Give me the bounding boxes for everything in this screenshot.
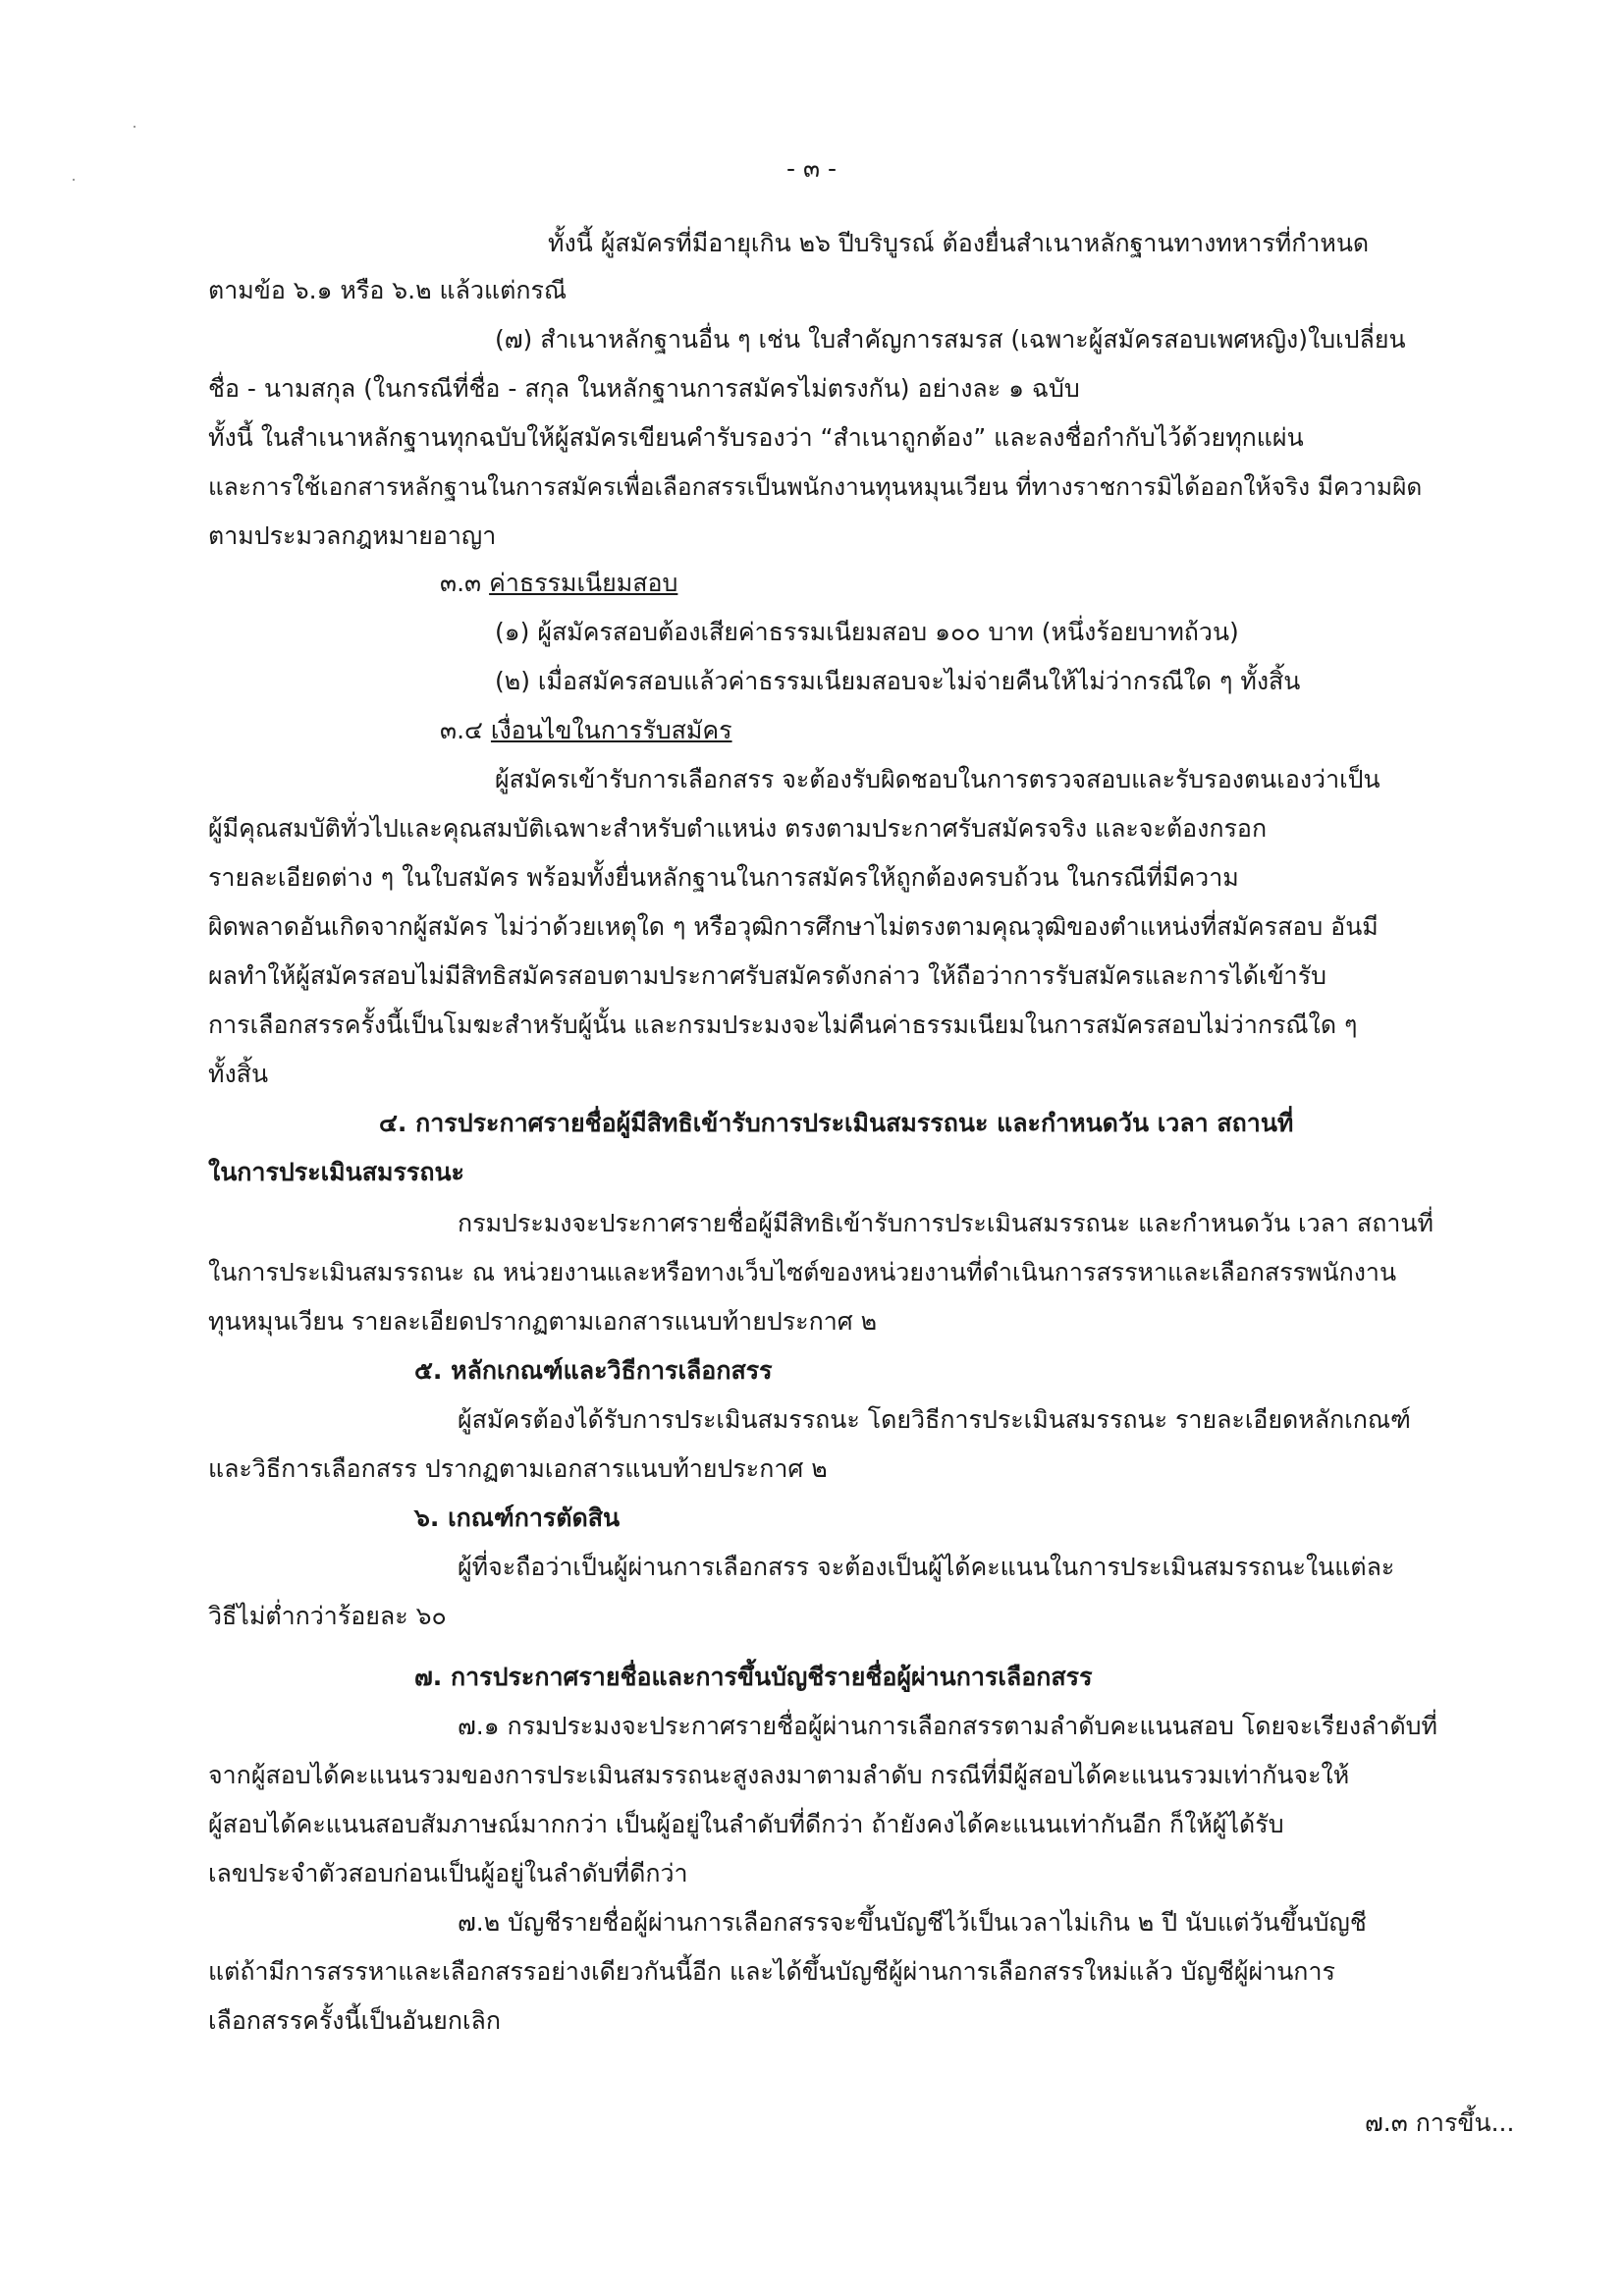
paragraph-line: ทั้งสิ้น [208,1060,269,1088]
paragraph-line: ชื่อ - นามสกุล (ในกรณีที่ชื่อ - สกุล ในหลักฐานการสมัครไม่ตรงกัน) อย่างละ ๑ ฉบับ [208,374,1080,403]
page-number: - ๓ - [785,154,838,183]
paragraph-line: เลขประจำตัวสอบก่อนเป็นผู้อยู่ในลำดับที่ดีกว่า [208,1859,688,1887]
heading-section-4: ๔. การประกาศรายชื่อผู้มีสิทธิเข้ารับการประเมินสมรรถนะ และกำหนดวัน เวลา สถานที่ [379,1109,1294,1137]
scan-speck [134,126,135,128]
section-title: เงื่อนไขในการรับสมัคร [490,716,732,744]
paragraph-line: และการใช้เอกสารหลักฐานในการสมัครเพื่อเลือกสรรเป็นพนักงานทุนหมุนเวียน ที่ทางราชการมิได้ออกให้จริง มีความผิด [208,472,1423,501]
paragraph-line: การเลือกสรรครั้งนี้เป็นโมฆะสำหรับผู้นั้น และกรมประมงจะไม่คืนค่าธรรมเนียมในการสมัครสอบไม่ว่ากรณีใด ๆ [208,1011,1358,1039]
paragraph-line: ผู้มีคุณสมบัติทั่วไปและคุณสมบัติเฉพาะสำหรับตำแหน่ง ตรงตามประกาศรับสมัครจริง และจะต้องกรอก [208,814,1268,843]
paragraph-line: เลือกสรรครั้งนี้เป็นอันยกเลิก [208,2006,501,2035]
paragraph-line: ทั้งนี้ ในสำเนาหลักฐานทุกฉบับให้ผู้สมัครเขียนคำรับรองว่า “สำเนาถูกต้อง” และลงชื่อกำกับไว้ด้วยทุกแผ่น [208,423,1304,452]
paragraph-line: ๗.๒ บัญชีรายชื่อผู้ผ่านการเลือกสรรจะขึ้นบัญชีไว้เป็นเวลาไม่เกิน ๒ ปี นับแต่วันขึ้นบัญชี [458,1908,1367,1937]
paragraph-line: และวิธีการเลือกสรร ปรากฏตามเอกสารแนบท้ายประกาศ ๒ [208,1454,828,1483]
section-heading-3-3 [440,566,677,601]
paragraph-line: ตามประมวลกฎหมายอาญา [208,521,497,550]
paragraph-line: (๒) เมื่อสมัครสอบแล้วค่าธรรมเนียมสอบจะไม่จ่ายคืนให้ไม่ว่ากรณีใด ๆ ทั้งสิ้น [495,667,1301,695]
paragraph-line: ผู้สมัครเข้ารับการเลือกสรร จะต้องรับผิดชอบในการตรวจสอบและรับรองตนเองว่าเป็น [495,765,1380,793]
paragraph-line: (๗) สำเนาหลักฐานอื่น ๆ เช่น ใบสำคัญการสมรส (เฉพาะผู้สมัครสอบเพศหญิง)ใบเปลี่ยน [495,325,1406,354]
heading-section-5: ๕. หลักเกณฑ์และวิธีการเลือกสรร [414,1356,773,1385]
paragraph-line: ทั้งนี้ ผู้สมัครที่มีอายุเกิน ๒๖ ปีบริบูรณ์ ต้องยื่นสำเนาหลักฐานทางทหารที่กำหนด [548,229,1370,257]
heading-section-7: ๗. การประกาศรายชื่อและการขึ้นบัญชีรายชื่อผู้ผ่านการเลือกสรร [414,1663,1093,1691]
paragraph-line: กรมประมงจะประกาศรายชื่อผู้มีสิทธิเข้ารับการประเมินสมรรถนะ และกำหนดวัน เวลา สถานที่ [458,1209,1434,1237]
paragraph-line: ผิดพลาดอันเกิดจากผู้สมัคร ไม่ว่าด้วยเหตุใด ๆ หรือวุฒิการศึกษาไม่ตรงตามคุณวุฒิของตำแหน่งที่สมัครสอบ อันมี [208,912,1379,941]
section-number: ๓.๔ [440,716,483,744]
paragraph-line: จากผู้สอบได้คะแนนรวมของการประเมินสมรรถนะสูงลงมาตามลำดับ กรณีที่มีผู้สอบได้คะแนนรวมเท่ากันจะให้ [208,1761,1350,1789]
paragraph-line: ตามข้อ ๖.๑ หรือ ๖.๒ แล้วแต่กรณี [208,276,568,304]
section-heading-3-4 [440,713,732,748]
paragraph-line: (๑) ผู้สมัครสอบต้องเสียค่าธรรมเนียมสอบ ๑๐๐ บาท (หนึ่งร้อยบาทถ้วน) [495,618,1239,646]
paragraph-line: วิธีไม่ต่ำกว่าร้อยละ ๖๐ [208,1602,447,1630]
heading-section-4-continued: ในการประเมินสมรรถนะ [208,1158,464,1186]
paragraph-line: รายละเอียดต่าง ๆ ในใบสมัคร พร้อมทั้งยื่นหลักฐานในการสมัครให้ถูกต้องครบถ้วน ในกรณีที่มีความ [208,863,1239,892]
paragraph-line: ผู้สมัครต้องได้รับการประเมินสมรรถนะ โดยวิธีการประเมินสมรรถนะ รายละเอียดหลักเกณฑ์ [458,1405,1411,1434]
section-number: ๓.๓ [440,569,482,597]
paragraph-line: ผู้สอบได้คะแนนสอบสัมภาษณ์มากกว่า เป็นผู้อยู่ในลำดับที่ดีกว่า ถ้ายังคงได้คะแนนเท่ากันอีก ก็ให้ผู้ได้รับ [208,1810,1284,1838]
heading-section-6: ๖. เกณฑ์การตัดสิน [414,1503,621,1532]
section-title: ค่าธรรมเนียมสอบ [489,569,678,597]
paragraph-line: ในการประเมินสมรรถนะ ณ หน่วยงานและหรือทางเว็บไซต์ของหน่วยงานที่ดำเนินการสรรหาและเลือกสรรพนักงาน [208,1258,1397,1286]
paragraph-line: ๗.๑ กรมประมงจะประกาศรายชื่อผู้ผ่านการเลือกสรรตามลำดับคะแนนสอบ โดยจะเรียงลำดับที่ [458,1712,1438,1740]
paragraph-line: ผู้ที่จะถือว่าเป็นผู้ผ่านการเลือกสรร จะต้องเป็นผู้ได้คะแนนในการประเมินสมรรถนะในแต่ละ [458,1553,1395,1581]
paragraph-line: ทุนหมุนเวียน รายละเอียดปรากฏตามเอกสารแนบท้ายประกาศ ๒ [208,1307,878,1336]
continuation-footer: ๗.๓ การขึ้น... [1365,2108,1515,2137]
paragraph-line: ผลทำให้ผู้สมัครสอบไม่มีสิทธิสมัครสอบตามประกาศรับสมัครดังกล่าว ให้ถือว่าการรับสมัครและการได้เข้ารับ [208,961,1326,990]
paragraph-line: แต่ถ้ามีการสรรหาและเลือกสรรอย่างเดียวกันนี้อีก และได้ขึ้นบัญชีผู้ผ่านการเลือกสรรใหม่แล้ว บัญชีผู้ผ่านการ [208,1957,1335,1986]
